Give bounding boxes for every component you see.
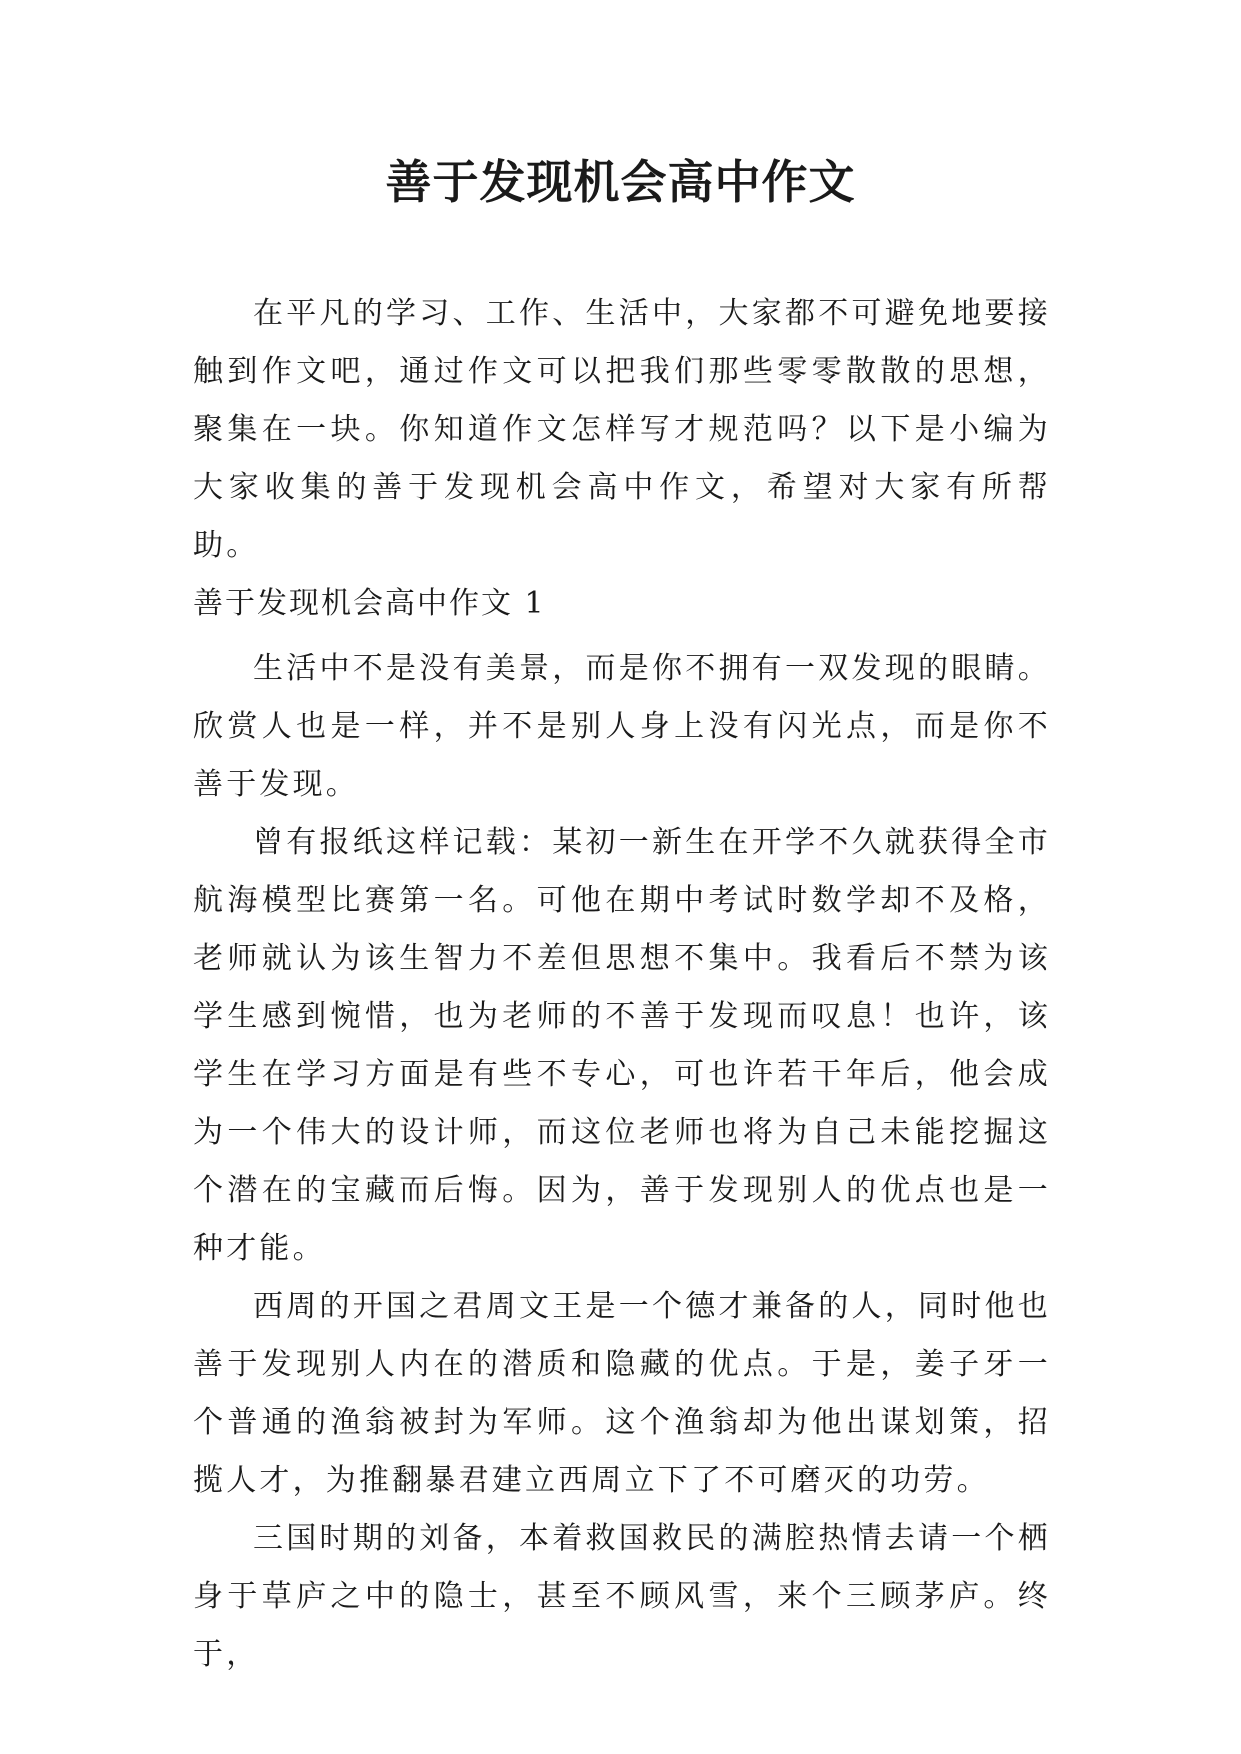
essay-paragraph-4: 三国时期的刘备，本着救国救民的满腔热情去请一个栖身于草庐之中的隐士，甚至不顾风雪，来个三顾茅庐。终于， xyxy=(193,1521,1051,1672)
section-heading: 善于发现机会高中作文 1 xyxy=(193,586,546,621)
document-title: 善于发现机会高中作文 xyxy=(385,155,856,209)
intro-paragraph: 在平凡的学习、工作、生活中，大家都不可避免地要接触到作文吧，通过作文可以把我们那些零零散散的思想，聚集在一块。你知道作文怎样写才规范吗？以下是小编为大家收集的善于发现机会高中作文，希望对大家有所帮助。 xyxy=(193,296,1051,563)
intro-section xyxy=(193,285,1051,575)
essay-body xyxy=(193,640,1051,1684)
essay-paragraph-2: 曾有报纸这样记载：某初一新生在开学不久就获得全市航海模型比赛第一名。可他在期中考试时数学却不及格，老师就认为该生智力不差但思想不集中。我看后不禁为该学生感到惋惜，也为老师的不善于发现而叹息！也许，该学生在学习方面是有些不专心，可也许若干年后，他会成为一个伟大的设计师，而这位老师也将为自己未能挖掘这个潜在的宝藏而后悔。因为，善于发现别人的优点也是一种才能。 xyxy=(193,825,1051,1266)
essay-paragraph-1: 生活中不是没有美景，而是你不拥有一双发现的眼睛。欣赏人也是一样，并不是别人身上没有闪光点，而是你不善于发现。 xyxy=(193,651,1051,802)
essay-paragraph-3: 西周的开国之君周文王是一个德才兼备的人，同时他也善于发现别人内在的潜质和隐藏的优点。于是，姜子牙一个普通的渔翁被封为军师。这个渔翁却为他出谋划策，招揽人才，为推翻暴君建立西周立下了不可磨灭的功劳。 xyxy=(193,1289,1051,1498)
